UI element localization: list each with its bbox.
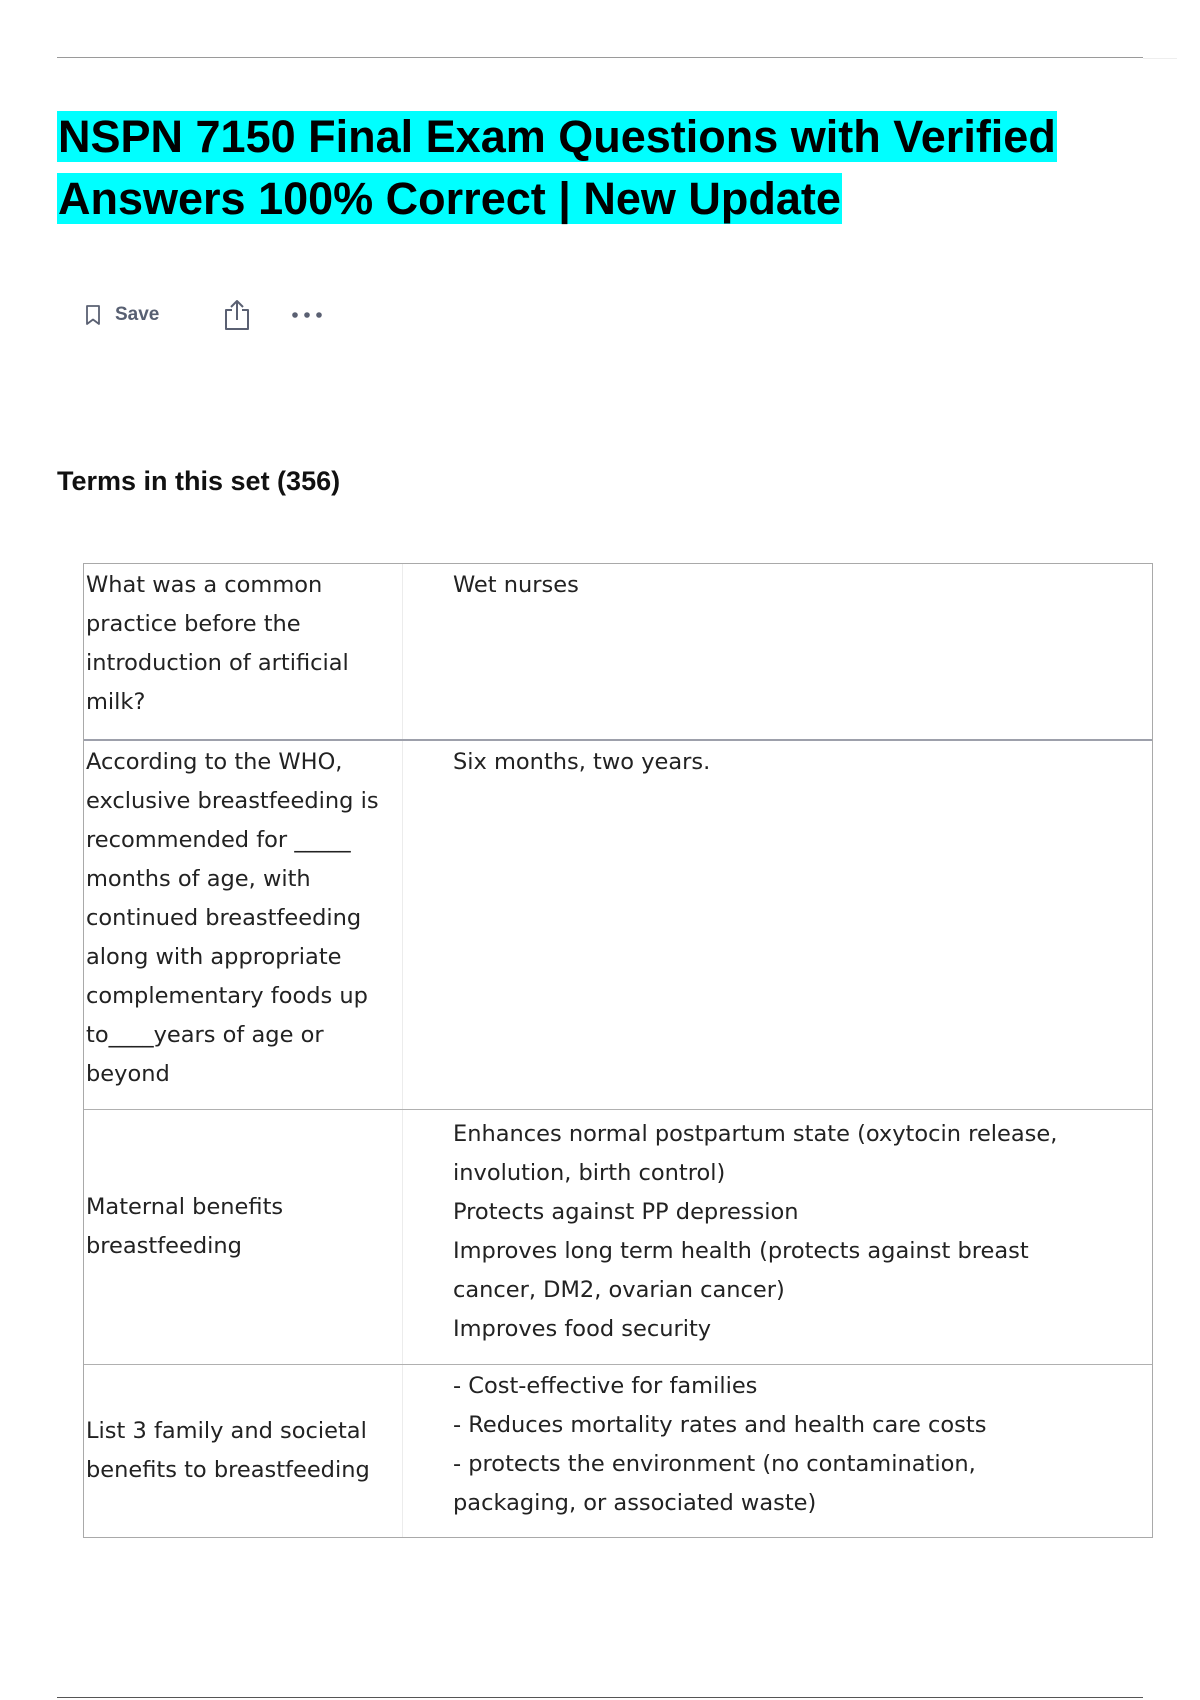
- term-line: months of age, with: [86, 866, 311, 892]
- definition-line: cancer, DM2, ovarian cancer): [453, 1277, 785, 1303]
- term-line: Maternal benefits: [86, 1194, 284, 1220]
- term-line: along with appropriate: [86, 944, 342, 970]
- save-label: Save: [115, 304, 160, 325]
- definition-line: - Reduces mortality rates and health care costs: [453, 1412, 987, 1438]
- definition-line: Protects against PP depression: [453, 1199, 799, 1225]
- term-cell: [84, 741, 402, 1109]
- definition-cell: [453, 1110, 1152, 1364]
- definition-cell: [453, 1365, 1152, 1537]
- title-line-1: NSPN 7150 Final Exam Questions with Verified: [58, 111, 1056, 162]
- terms-heading: Terms in this set (356): [57, 466, 341, 496]
- definition-line: - protects the environment (no contamination,: [453, 1451, 976, 1477]
- term-line: benefits to breastfeeding: [86, 1457, 370, 1483]
- column-divider: [402, 564, 453, 739]
- term-card: [84, 564, 1152, 739]
- column-divider: [402, 1110, 453, 1364]
- term-line: What was a common: [86, 572, 323, 598]
- term-cell: [84, 1365, 402, 1537]
- definition-line: Improves food security: [453, 1316, 712, 1342]
- term-cell: [84, 1110, 402, 1364]
- bookmark-icon: [85, 304, 101, 326]
- term-card: [84, 1364, 1152, 1537]
- definition-line: Enhances normal postpartum state (oxytocin release,: [453, 1121, 1058, 1147]
- more-icon: [291, 310, 323, 320]
- terms-table: [83, 563, 1153, 1538]
- definition-line: - Cost-effective for families: [453, 1373, 758, 1399]
- bottom-divider: [57, 1697, 1143, 1698]
- term-line: exclusive breastfeeding is: [86, 788, 379, 814]
- term-line: breastfeeding: [86, 1233, 242, 1259]
- term-cell: [84, 564, 402, 739]
- definition-cell: [453, 564, 1152, 739]
- term-card: [84, 739, 1152, 1109]
- definition-line: Improves long term health (protects against breast: [453, 1238, 1029, 1264]
- term-line: complementary foods up: [86, 983, 368, 1009]
- title-highlight: [57, 111, 1057, 224]
- term-line: practice before the: [86, 611, 301, 637]
- save-button[interactable]: [85, 297, 159, 333]
- term-line: According to the WHO,: [86, 749, 343, 775]
- definition-line: Wet nurses: [453, 572, 579, 598]
- term-line: to____years of age or: [86, 1022, 324, 1048]
- term-line: beyond: [86, 1061, 170, 1087]
- definition-line: packaging, or associated waste): [453, 1490, 817, 1516]
- column-divider: [402, 741, 453, 1109]
- term-line: introduction of artificial: [86, 650, 349, 676]
- column-divider: [402, 1365, 453, 1537]
- more-options-button[interactable]: [291, 297, 323, 333]
- definition-line: Six months, two years.: [453, 749, 711, 775]
- top-divider-tail: [1143, 58, 1177, 59]
- term-card: [84, 1109, 1152, 1364]
- definition-cell: [453, 741, 1152, 1109]
- document-title: [57, 106, 1157, 230]
- share-icon: [222, 298, 252, 332]
- definition-line: involution, birth control): [453, 1160, 726, 1186]
- share-button[interactable]: [222, 297, 252, 333]
- term-line: continued breastfeeding: [86, 905, 362, 931]
- term-line: milk?: [86, 689, 146, 715]
- top-divider: [57, 57, 1143, 58]
- term-line: recommended for _____: [86, 827, 351, 853]
- title-line-2: Answers 100% Correct | New Update: [58, 173, 841, 224]
- term-line: List 3 family and societal: [86, 1418, 367, 1444]
